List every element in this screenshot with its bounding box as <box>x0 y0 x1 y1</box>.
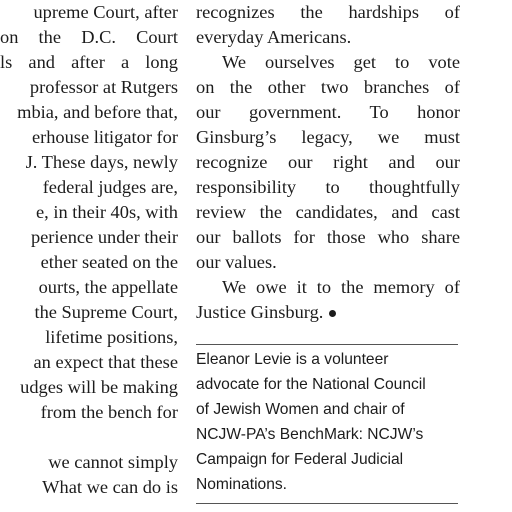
bio-line: of Jewish Women and chair of <box>196 401 405 418</box>
bio-top-rule <box>196 344 458 345</box>
bio-line: NCJW-PA’s BenchMark: NCJW’s <box>196 426 424 443</box>
right-line: Ginsburg’s legacy, we must <box>196 127 460 147</box>
bio-line: Campaign for Federal Judicial <box>196 451 404 468</box>
right-line: our ballots for those who share <box>196 227 460 247</box>
left-line: mbia, and before that, <box>17 102 178 122</box>
left-line: on the D.C. Court <box>0 27 178 47</box>
right-line: We owe it to the memory of <box>222 277 460 297</box>
right-line: recognize our right and our <box>196 152 460 172</box>
left-line: ourts, the appellate <box>38 277 178 297</box>
right-line: everyday Americans. <box>196 27 352 47</box>
left-line: What we can do is <box>42 477 178 497</box>
author-bio <box>196 347 458 497</box>
left-line: udges will be making <box>20 377 178 397</box>
bio-line: advocate for the National Council <box>196 376 426 393</box>
end-mark-bullet-icon <box>329 310 336 317</box>
left-line: from the bench for <box>40 402 178 422</box>
left-line: J. These days, newly <box>25 152 178 172</box>
left-line: perience under their <box>30 227 178 247</box>
right-line: review the candidates, and cast <box>196 202 460 222</box>
left-line: federal judges are, <box>42 177 178 197</box>
left-line: professor at Rutgers <box>29 77 178 97</box>
paragraph-gap <box>0 425 178 450</box>
right-line: responsibility to thoughtfully <box>196 177 460 197</box>
right-line-final-text: Justice Ginsburg. <box>196 302 324 322</box>
right-line: our values. <box>196 252 277 272</box>
right-line-final <box>196 300 460 325</box>
bio-line: Nominations. <box>196 476 288 493</box>
right-line: on the other two branches of <box>196 77 460 97</box>
left-line: ether seated on the <box>40 252 178 272</box>
left-line: e, in their 40s, with <box>36 202 178 222</box>
left-line: we cannot simply <box>48 452 178 472</box>
bio-line: Eleanor Levie is a volunteer <box>196 351 389 368</box>
right-line: recognizes the hardships of <box>196 2 460 22</box>
left-line: upreme Court, after <box>33 2 178 22</box>
left-line: erhouse litigator for <box>31 127 178 147</box>
left-line: ls and after a long <box>0 52 178 72</box>
left-line: an expect that these <box>33 352 178 372</box>
right-line: We ourselves get to vote <box>222 52 460 72</box>
right-line: our government. To honor <box>196 102 460 122</box>
left-line: the Supreme Court, <box>34 302 178 322</box>
bio-bottom-rule <box>196 503 458 504</box>
left-column-text <box>0 0 178 512</box>
left-line: lifetime positions, <box>45 327 178 347</box>
